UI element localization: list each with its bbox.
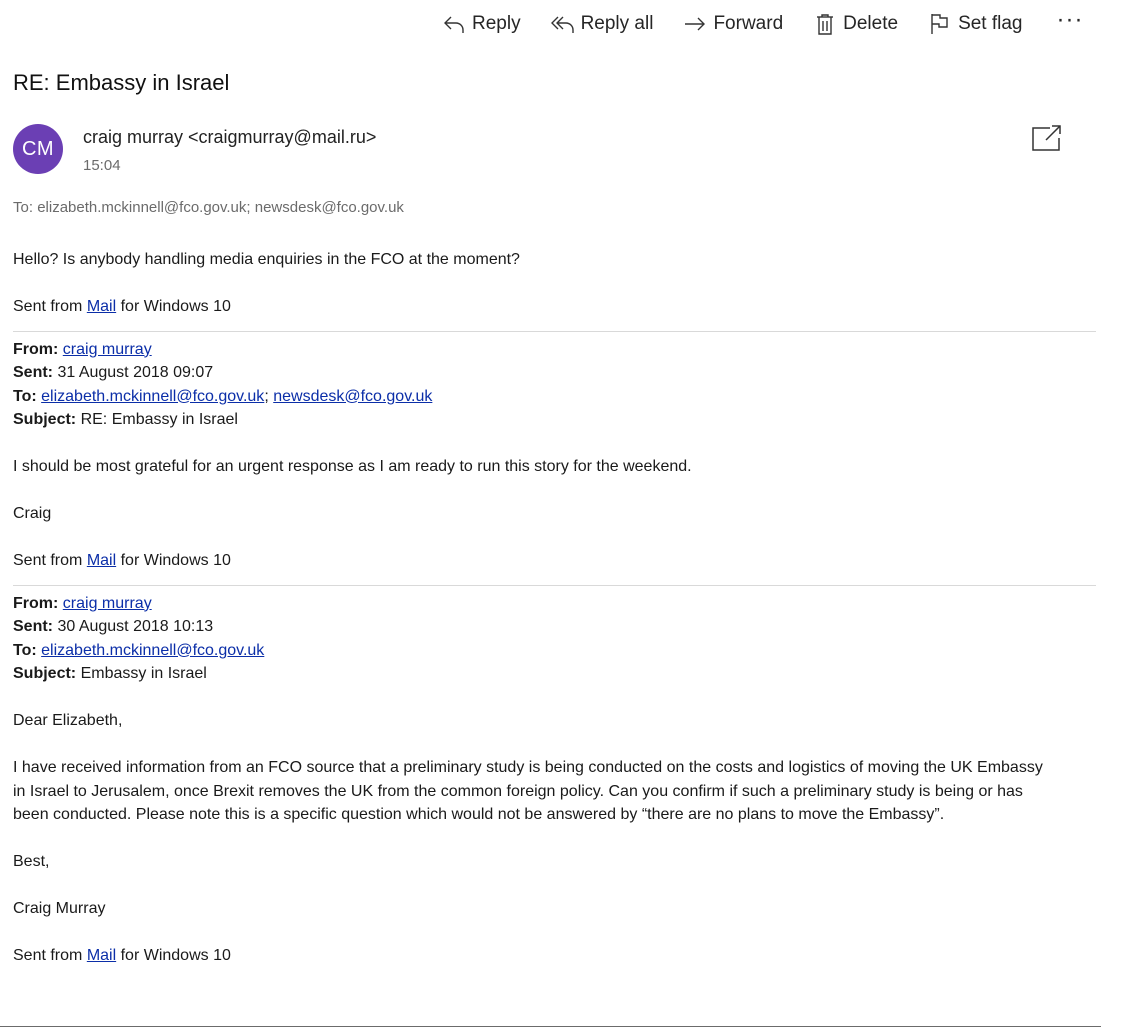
to-label: To:: [13, 387, 37, 405]
sent-label: Sent:: [13, 618, 53, 635]
quoted-to-line: [13, 639, 1098, 663]
body-line: I should be most grateful for an urgent response as I am ready to run this story for the weekend.: [13, 458, 692, 475]
avatar-initials: CM: [21, 137, 55, 160]
message-body: [13, 248, 1098, 968]
signoff: Craig: [13, 505, 52, 522]
trash-icon: [813, 12, 837, 36]
set-flag-button[interactable]: [928, 6, 1022, 42]
sent-from-suffix: for Windows 10: [116, 552, 231, 569]
sent-from-line: [13, 549, 1098, 573]
message-toolbar: [440, 6, 1083, 42]
subject-value: RE: Embassy in Israel: [80, 411, 238, 428]
reply-label: Reply: [472, 13, 521, 34]
to-label: To:: [13, 199, 34, 216]
mail-link[interactable]: Mail: [86, 947, 117, 964]
paragraph-line: in Israel to Jerusalem, once Brexit removes the UK from the common foreign policy. Can you confirm if such a preliminary study is being or has: [13, 782, 1023, 800]
more-options-button[interactable]: [1057, 2, 1084, 38]
popout-icon: [1030, 124, 1062, 152]
delete-button[interactable]: [813, 6, 898, 42]
sender-name[interactable]: craig murray <craigmurray@mail.ru>: [83, 127, 377, 147]
to-separator: ;: [264, 387, 269, 405]
mail-link[interactable]: Mail: [86, 298, 117, 315]
sent-value: 31 August 2018 09:07: [57, 364, 214, 381]
sent-label: Sent:: [13, 364, 53, 381]
greeting: Dear Elizabeth,: [13, 712, 123, 729]
reply-all-button[interactable]: [551, 6, 654, 42]
from-label: From:: [13, 340, 59, 358]
quoted-header-2: [13, 592, 1098, 686]
from-label: From:: [13, 594, 59, 612]
sent-time: 15:04: [83, 157, 121, 174]
subject-value: Embassy in Israel: [80, 665, 207, 682]
sent-from-line: [13, 295, 1098, 319]
sent-from-prefix: Sent from: [13, 298, 87, 315]
sent-value: 30 August 2018 10:13: [57, 618, 214, 635]
quoted-from-line: [13, 592, 1098, 616]
to-recipients[interactable]: elizabeth.mckinnell@fco.gov.uk; newsdesk@fco.gov.uk: [37, 199, 404, 216]
reply-icon: [442, 12, 466, 36]
paragraph-line: been conducted. Please note this is a specific question which would not be answered by “there are no plans to move the Embassy”.: [13, 806, 945, 823]
to-link[interactable]: newsdesk@fco.gov.uk: [273, 387, 433, 405]
forward-label: Forward: [713, 13, 784, 34]
subject-label: Subject:: [13, 665, 77, 682]
sent-from-prefix: Sent from: [13, 947, 87, 964]
sent-from-suffix: for Windows 10: [116, 947, 231, 964]
quote-divider: [13, 331, 1096, 332]
flag-icon: [928, 12, 952, 36]
reply-all-label: Reply all: [580, 13, 654, 34]
body-line: Hello? Is anybody handling media enquiries in the FCO at the moment?: [13, 251, 520, 268]
delete-label: Delete: [843, 13, 899, 34]
set-flag-label: Set flag: [958, 13, 1023, 34]
to-label: To:: [13, 641, 37, 659]
reply-button[interactable]: [442, 6, 521, 42]
sent-from-prefix: Sent from: [13, 552, 87, 569]
quote-divider: [13, 585, 1096, 586]
from-link[interactable]: craig murray: [62, 594, 152, 612]
forward-button[interactable]: [683, 6, 783, 42]
reply-all-icon: [551, 12, 575, 36]
from-link[interactable]: craig murray: [62, 340, 152, 358]
message-subject: RE: Embassy in Israel: [13, 70, 230, 95]
sent-from-line: [13, 944, 1098, 968]
closing: Best,: [13, 853, 50, 870]
sent-from-suffix: for Windows 10: [116, 298, 231, 315]
forward-icon: [683, 12, 707, 36]
recipients-line: [13, 199, 404, 216]
quoted-to-line: [13, 385, 1098, 409]
quoted-sent-line: [13, 615, 1098, 639]
mail-link[interactable]: Mail: [86, 552, 117, 569]
quoted-subject-line: [13, 408, 1098, 432]
bottom-divider: [0, 1026, 1101, 1027]
quoted-sent-line: [13, 361, 1098, 385]
paragraph-line: I have received information from an FCO source that a preliminary study is being conducted on the costs and logistics of moving the UK Embassy: [13, 759, 1043, 776]
open-in-new-window-button[interactable]: [1030, 124, 1062, 152]
to-link[interactable]: elizabeth.mckinnell@fco.gov.uk: [41, 641, 265, 659]
quoted-from-line: [13, 338, 1098, 362]
signature: Craig Murray: [13, 900, 106, 917]
quoted-subject-line: [13, 662, 1098, 686]
quoted-header-1: [13, 338, 1098, 432]
to-link[interactable]: elizabeth.mckinnell@fco.gov.uk: [41, 387, 265, 405]
avatar: [13, 124, 63, 174]
more-icon: ···: [1056, 6, 1084, 33]
subject-label: Subject:: [13, 411, 77, 428]
